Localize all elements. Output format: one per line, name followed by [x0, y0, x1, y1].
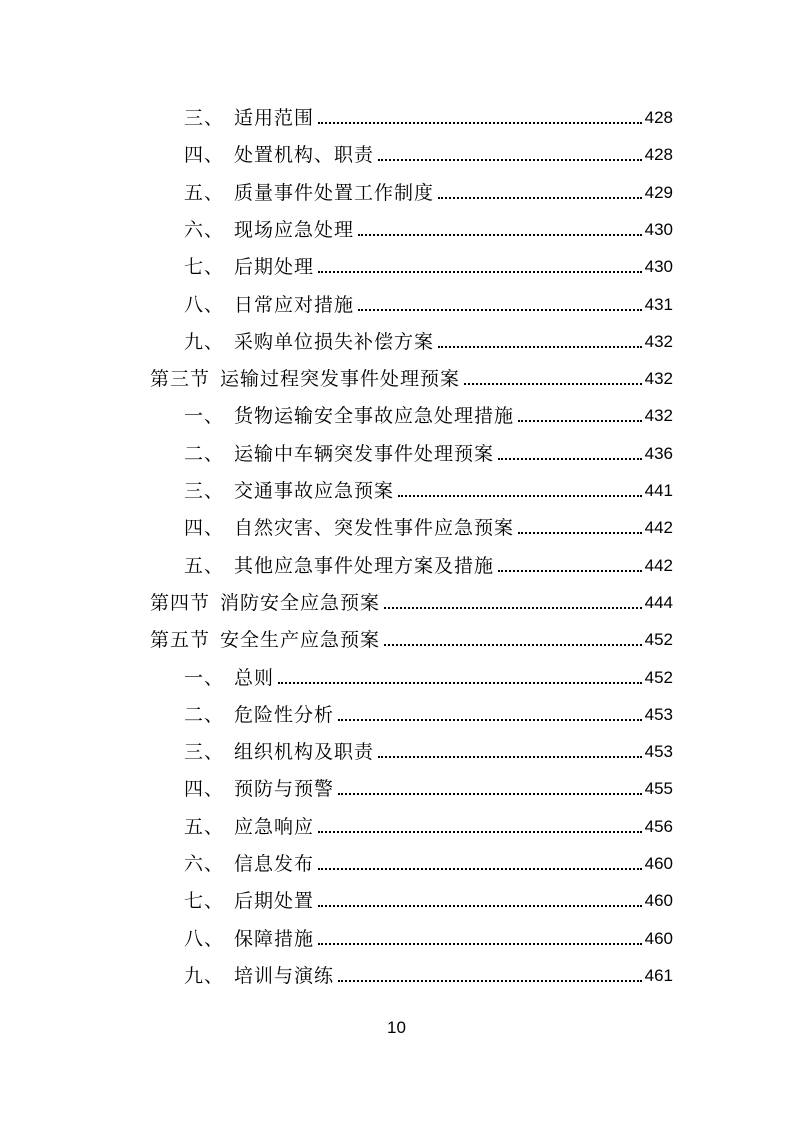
toc-entry-title: 组织机构及职责 [234, 741, 375, 764]
toc-entry[interactable] [184, 398, 673, 428]
toc-entry[interactable] [184, 660, 673, 690]
toc-dot-leader [464, 383, 642, 385]
toc-dot-leader [338, 793, 642, 795]
toc-entry-page: 441 [644, 481, 673, 500]
toc-entry-title: 处置机构、职责 [234, 144, 375, 167]
toc-entry-number: 第三节 [150, 368, 211, 391]
toc-entry-page: 452 [644, 667, 673, 687]
toc-entry-title: 消防安全应急预案 [220, 591, 381, 614]
toc-entry[interactable] [184, 548, 673, 578]
toc-entry[interactable] [184, 287, 673, 317]
toc-entry-title: 后期处置 [234, 890, 315, 913]
toc-dot-leader [384, 607, 642, 609]
toc-entry[interactable] [184, 883, 673, 913]
toc-entry-number: 八、 [184, 927, 225, 950]
toc-entry-title: 安全生产应急预案 [220, 629, 381, 652]
toc-dot-leader [438, 197, 642, 199]
toc-entry[interactable] [184, 175, 673, 205]
toc-entry-page: 436 [644, 443, 673, 463]
toc-entry[interactable] [184, 212, 673, 242]
toc-entry-page: 432 [644, 406, 673, 426]
toc-entry[interactable] [184, 100, 673, 130]
toc-entry-page: 442 [644, 555, 673, 575]
toc-entry-title: 运输中车辆突发事件处理预案 [234, 442, 495, 465]
toc-dot-leader [338, 980, 642, 982]
toc-entry-page: 460 [644, 928, 673, 948]
toc-entry-page: 431 [644, 294, 673, 314]
toc-entry-number: 第五节 [150, 629, 211, 652]
toc-entry-page: 456 [644, 816, 673, 836]
toc-entry[interactable] [184, 697, 673, 727]
toc-dot-leader [318, 905, 642, 907]
toc-dot-leader [278, 682, 642, 684]
toc-dot-leader [358, 309, 642, 311]
toc-entry-number: 五、 [184, 181, 225, 204]
toc-entry-title: 交通事故应急预案 [234, 480, 395, 502]
toc-entry-number: 九、 [184, 330, 225, 353]
toc-entry-number: 六、 [184, 853, 225, 875]
toc-section-entry[interactable] [150, 361, 673, 391]
toc-entry-title: 自然灾害、突发性事件应急预案 [234, 517, 515, 540]
toc-entry[interactable] [184, 809, 673, 839]
toc-entry-title: 后期处理 [234, 256, 315, 279]
toc-entry-title: 总则 [234, 666, 275, 689]
toc-entry-title: 培训与演练 [234, 964, 335, 987]
toc-dot-leader [518, 532, 642, 534]
toc-entry-page: 460 [644, 891, 673, 911]
toc-dot-leader [318, 122, 642, 124]
toc-entry-title: 质量事件处置工作制度 [234, 181, 435, 204]
toc-dot-leader [378, 159, 642, 161]
toc-entry-title: 预防与预警 [234, 778, 335, 801]
toc-dot-leader [498, 458, 642, 460]
toc-entry-title: 信息发布 [234, 853, 315, 875]
toc-dot-leader [398, 495, 642, 497]
page-number: 10 [387, 1018, 406, 1037]
toc-entry-number: 六、 [184, 218, 225, 241]
toc-entry-page: 444 [644, 592, 673, 612]
toc-entry[interactable] [184, 771, 673, 801]
toc-dot-leader [518, 420, 642, 422]
toc-entry-page: 432 [644, 369, 673, 389]
toc-entry[interactable] [184, 137, 673, 167]
toc-entry-page: 460 [644, 854, 673, 873]
toc-entry[interactable] [184, 510, 673, 540]
toc-entry[interactable] [184, 958, 673, 988]
toc-entry[interactable] [184, 921, 673, 951]
toc-entry-number: 四、 [184, 144, 225, 167]
toc-entry[interactable] [184, 473, 673, 503]
toc-entry[interactable] [184, 249, 673, 279]
toc-entry-title: 危险性分析 [234, 703, 335, 726]
toc-entry-title: 保障措施 [234, 927, 315, 950]
toc-dot-leader [378, 756, 642, 758]
toc-entry-title: 现场应急处理 [234, 218, 355, 241]
toc-entry-number: 五、 [184, 815, 225, 838]
toc-dot-leader [358, 234, 642, 236]
toc-dot-leader [498, 570, 642, 572]
toc-entry-number: 三、 [184, 480, 225, 502]
toc-entry-number: 四、 [184, 778, 225, 801]
toc-entry-title: 应急响应 [234, 815, 315, 838]
toc-section-entry[interactable] [150, 585, 673, 615]
toc-entry-page: 432 [644, 331, 673, 351]
toc-entry-title: 货物运输安全事故应急处理措施 [234, 405, 515, 428]
toc-entry-page: 430 [644, 219, 673, 239]
toc-entry[interactable] [184, 846, 673, 876]
toc-entry-title: 采购单位损失补偿方案 [234, 330, 435, 353]
toc-entry-number: 七、 [184, 256, 225, 279]
toc-entry-page: 430 [644, 257, 673, 277]
toc-entry-number: 三、 [184, 741, 225, 764]
toc-entry-page: 442 [644, 518, 673, 538]
toc-entry-number: 第四节 [150, 591, 211, 614]
toc-entry-title: 日常应对措施 [234, 293, 355, 316]
toc-dot-leader [318, 868, 642, 870]
toc-entry-number: 九、 [184, 964, 225, 987]
toc-entry-title: 运输过程突发事件处理预案 [220, 368, 461, 391]
toc-entry-number: 八、 [184, 293, 225, 316]
toc-entry-number: 一、 [184, 405, 225, 428]
toc-dot-leader [318, 943, 642, 945]
toc-section-entry[interactable] [150, 622, 673, 652]
toc-entry-number: 一、 [184, 666, 225, 689]
toc-entry-page: 452 [644, 630, 673, 650]
toc-dot-leader [318, 831, 642, 833]
toc-dot-leader [438, 346, 642, 348]
toc-entry-page: 455 [644, 779, 673, 799]
toc-entry-page: 453 [644, 742, 673, 762]
toc-entry-number: 二、 [184, 442, 225, 465]
toc-entry-number: 七、 [184, 890, 225, 913]
toc-entry-number: 五、 [184, 554, 225, 577]
toc-entry[interactable] [184, 436, 673, 466]
toc-entry-number: 二、 [184, 703, 225, 726]
toc-dot-leader [338, 719, 642, 721]
toc-dot-leader [384, 644, 642, 646]
toc-entry-number: 三、 [184, 107, 225, 129]
toc-entry-page: 428 [644, 108, 673, 127]
toc-entry[interactable] [184, 324, 673, 354]
toc-entry-title: 适用范围 [234, 107, 315, 129]
toc-dot-leader [318, 271, 642, 273]
toc-entry-number: 四、 [184, 517, 225, 540]
toc-entry-page: 429 [644, 182, 673, 202]
toc-entry-page: 453 [644, 704, 673, 724]
toc-entry[interactable] [184, 734, 673, 764]
toc-entry-page: 461 [644, 965, 673, 985]
toc-entry-title: 其他应急事件处理方案及措施 [234, 554, 495, 577]
toc-entry-page: 428 [644, 145, 673, 165]
